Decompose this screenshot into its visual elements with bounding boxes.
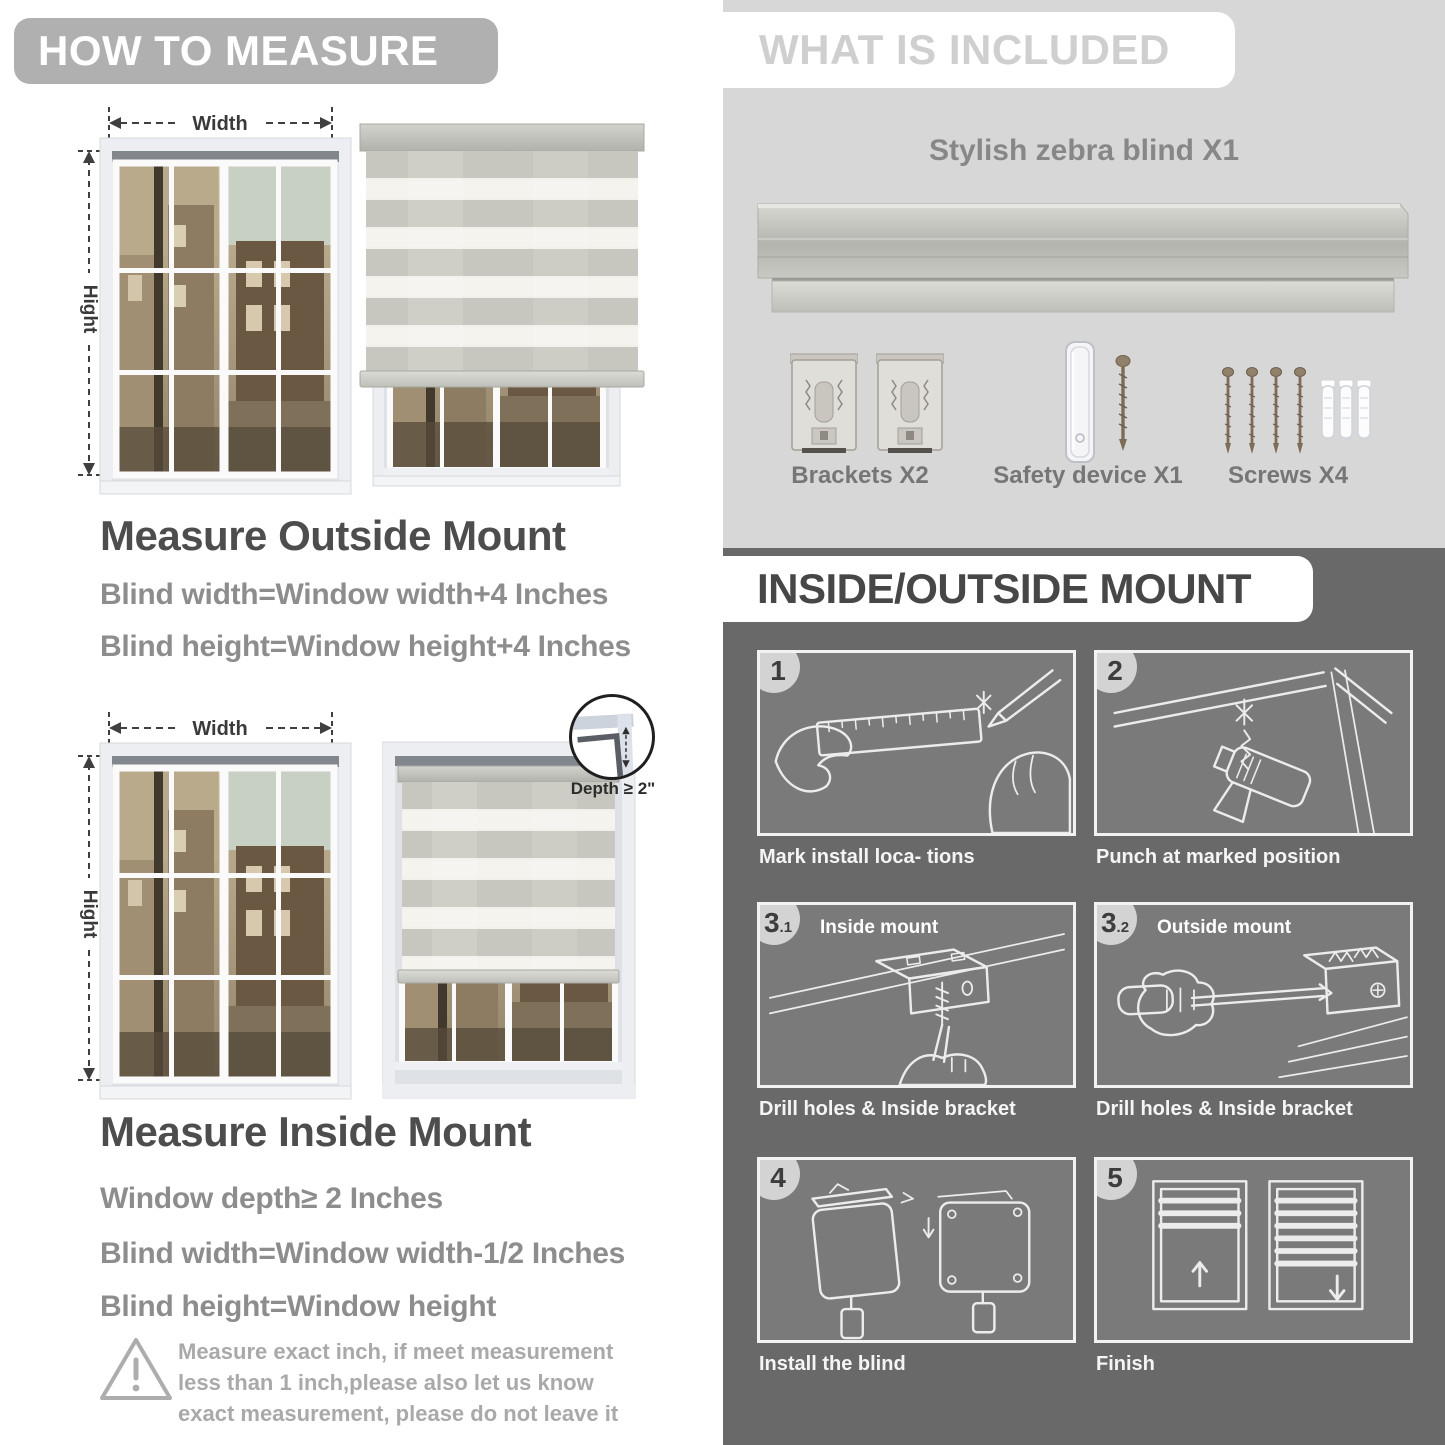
warning-text: Measure exact inch, if meet measurement less than 1 inch,please also let us know exact measurement, please do not leave it — [178, 1339, 619, 1426]
measured-window-illustration — [60, 700, 360, 1120]
safety-device-icon — [1062, 340, 1102, 471]
outside-mount-blind-illustration — [348, 98, 658, 518]
height-label: Hight — [79, 284, 100, 334]
step-5-panel — [1094, 1157, 1413, 1343]
depth-label: Depth ≥ 2" — [570, 779, 656, 798]
inside-mount-window — [60, 700, 360, 1120]
bracket-icon — [876, 352, 944, 463]
step-number-badge: 5 — [1094, 1157, 1137, 1200]
step-title: Inside mount — [820, 917, 939, 938]
step-1-caption: Mark install loca- tions — [759, 846, 975, 868]
step-1-panel — [757, 650, 1076, 836]
headrail-illustration — [756, 198, 1410, 320]
inside-mount-line1: Window depth≥ 2 Inches — [100, 1182, 443, 1215]
step-3-1-caption: Drill holes & Inside bracket — [759, 1098, 1016, 1120]
blind-cassette — [360, 124, 644, 151]
step-3-2-panel — [1094, 902, 1413, 1088]
what-is-included-header: WHAT IS INCLUDED — [723, 12, 1235, 88]
blind-bottom-rail — [398, 970, 619, 983]
step-4-panel — [757, 1157, 1076, 1343]
step-2-panel — [1094, 650, 1413, 836]
depth-callout-circle — [569, 694, 655, 780]
width-label: Width — [192, 718, 248, 740]
width-label: Width — [192, 113, 248, 135]
mount-instructions-panel — [723, 548, 1445, 1445]
step-5-caption: Finish — [1096, 1353, 1155, 1375]
brackets-label: Brackets X2 — [791, 462, 929, 489]
step-3-2-caption: Drill holes & Inside bracket — [1096, 1098, 1353, 1120]
step-number-badge: 3 .1 — [757, 902, 800, 945]
step-number-badge: 1 — [757, 650, 800, 693]
blind-bottom-rail — [360, 371, 644, 387]
mount-header: INSIDE/OUTSIDE MOUNT — [723, 556, 1313, 622]
finish-illustration — [1097, 1160, 1410, 1340]
outside-mount-window — [60, 95, 360, 515]
mark-locations-illustration — [760, 653, 1073, 833]
screws-label: Screws X4 — [1227, 462, 1349, 489]
step-number-badge: 2 — [1094, 650, 1137, 693]
warning-icon — [98, 1334, 174, 1404]
inside-mount-line2: Blind width=Window width-1/2 Inches — [100, 1237, 626, 1270]
how-to-measure-header: HOW TO MEASURE — [14, 18, 498, 84]
step-number-badge: 4 — [757, 1157, 800, 1200]
step-4-caption: Install the blind — [759, 1353, 906, 1375]
outside-mount-line1: Blind width=Window width+4 Inches — [100, 578, 609, 611]
inside-mount-line3: Blind height=Window height — [100, 1290, 497, 1323]
window-sill — [100, 481, 351, 494]
step-title: Outside mount — [1157, 917, 1292, 938]
what-is-included-panel — [723, 0, 1445, 548]
install-blind-illustration — [760, 1160, 1073, 1340]
outside-mount-line2: Blind height=Window height+4 Inches — [100, 630, 631, 663]
step-3-1-panel — [757, 902, 1076, 1088]
drill-illustration — [1097, 653, 1410, 833]
screw-icon — [1114, 354, 1132, 459]
step-2-caption: Punch at marked position — [1096, 846, 1341, 868]
outside-mount-title: Measure Outside Mount — [100, 512, 566, 559]
product-label: Stylish zebra blind X1 — [928, 134, 1240, 167]
step-number-badge: 3 .2 — [1094, 902, 1137, 945]
bracket-icon — [790, 352, 858, 463]
screws-anchors-icon — [1218, 366, 1386, 467]
height-label: Hight — [79, 889, 100, 939]
measured-window-illustration — [60, 95, 360, 515]
window-sill — [100, 1086, 351, 1099]
zebra-blind-body — [366, 151, 638, 371]
inside-mount-title: Measure Inside Mount — [100, 1108, 532, 1155]
safety-device-label: Safety device X1 — [993, 462, 1183, 489]
